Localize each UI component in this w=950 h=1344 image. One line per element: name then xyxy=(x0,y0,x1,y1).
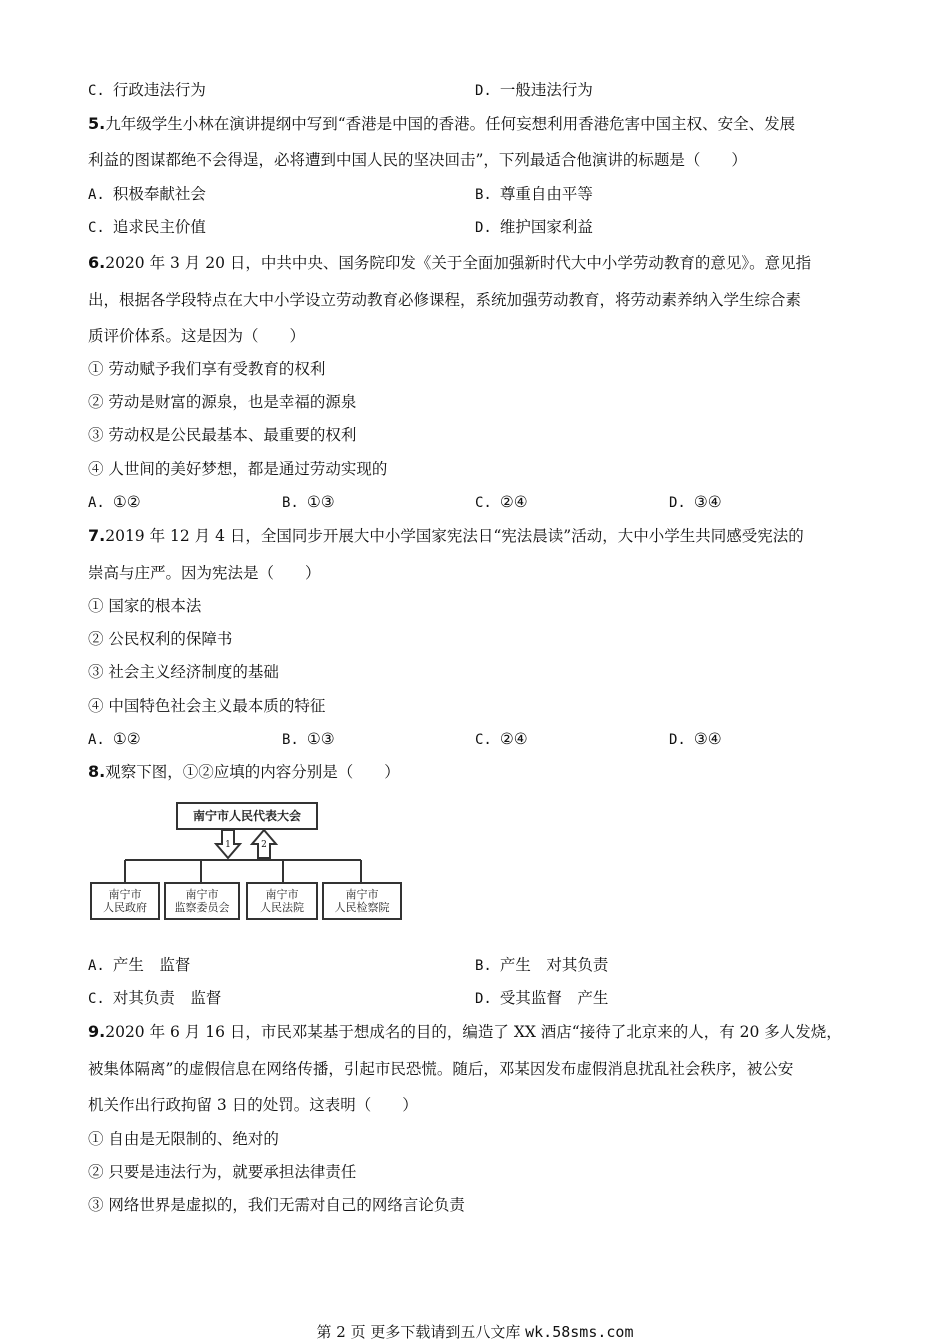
option-letter: C. xyxy=(88,220,105,236)
organization-diagram xyxy=(88,800,408,930)
q8-option-a xyxy=(88,955,190,976)
option-letter: A. xyxy=(88,187,105,203)
q6-option-c xyxy=(475,492,528,513)
option-letter: A. xyxy=(88,732,105,748)
q4-option-c xyxy=(88,80,206,101)
q9-statement-2: ② 只要是违法行为，就要承担法律责任 xyxy=(88,1163,357,1181)
option-text: 追求民主价值 xyxy=(112,218,206,236)
q7-option-d xyxy=(669,729,722,750)
q5-option-d xyxy=(475,217,593,238)
option-letter: C. xyxy=(475,732,492,748)
option-letter: B. xyxy=(282,495,299,511)
q7-option-a xyxy=(88,729,141,750)
option-text: ①③ xyxy=(306,493,335,511)
bottom-box-court: 南宁市 人民法院 xyxy=(246,882,318,920)
q5-option-b xyxy=(475,184,593,205)
option-text: ②④ xyxy=(499,730,528,748)
stem-text: 2019 年 12 月 4 日，全国同步开展大中小学国家宪法日“宪法晨读”活动，大中小学生共同感受宪法的 xyxy=(105,527,804,545)
page-footer xyxy=(0,1322,950,1342)
q7-statement-2: ② 公民权利的保障书 xyxy=(88,630,233,648)
q4-option-d xyxy=(475,80,593,101)
option-letter: B. xyxy=(282,732,299,748)
q6-option-d xyxy=(669,492,722,513)
option-text: ①② xyxy=(112,493,141,511)
q9-stem-line-2: 被集体隔离”的虚假信息在网络传播，引起市民恐慌。随后，邓某因发布虚假消息扰乱社会秩序，被公安 xyxy=(88,1060,794,1078)
q8-option-d xyxy=(475,988,608,1009)
option-letter: B. xyxy=(475,958,492,974)
q7-statement-3: ③ 社会主义经济制度的基础 xyxy=(88,663,279,681)
q6-statement-3: ③ 劳动权是公民最基本、最重要的权利 xyxy=(88,426,357,444)
q6-statement-1: ① 劳动赋予我们享有受教育的权利 xyxy=(88,360,326,378)
option-text: 对其负责 监督 xyxy=(112,989,222,1007)
q5-stem-line-1 xyxy=(88,114,795,134)
stem-text: 九年级学生小林在演讲提纲中写到“香港是中国的香港。任何妄想利用香港危害中国主权、安全、发展 xyxy=(105,115,796,133)
stem-text: 观察下图，①②应填的内容分别是（ ） xyxy=(105,763,400,781)
q7-stem-line-1 xyxy=(88,526,804,546)
q5-option-a xyxy=(88,184,206,205)
option-text: ②④ xyxy=(499,493,528,511)
q7-stem-line-2: 崇高与庄严。因为宪法是（ ） xyxy=(88,564,321,582)
q7-option-b xyxy=(282,729,335,750)
stem-text: 2020 年 3 月 20 日，中共中央、国务院印发《关于全面加强新时代大中小学劳动教育的意见》。意见指 xyxy=(105,254,812,272)
option-text: ③④ xyxy=(693,730,722,748)
q6-statement-4: ④ 人世间的美好梦想，都是通过劳动实现的 xyxy=(88,460,388,478)
arrow-label-2: 2 xyxy=(261,840,267,850)
bottom-box-supervision: 南宁市 监察委员会 xyxy=(164,882,240,920)
q6-stem-line-3: 质评价体系。这是因为（ ） xyxy=(88,327,306,345)
footer-text: 第 2 页 更多下载请到五八文库 xyxy=(316,1323,526,1341)
option-letter: D. xyxy=(475,991,492,1007)
option-text: 一般违法行为 xyxy=(499,81,593,99)
bottom-box-procuratorate: 南宁市 人民检察院 xyxy=(322,882,402,920)
arrow-label-1: 1 xyxy=(225,840,231,850)
q5-option-c xyxy=(88,217,206,238)
option-text: 产生 监督 xyxy=(112,956,191,974)
option-letter: D. xyxy=(669,495,686,511)
option-text: ③④ xyxy=(693,493,722,511)
option-letter: D. xyxy=(475,83,492,99)
option-letter: A. xyxy=(88,495,105,511)
option-text: ①② xyxy=(112,730,141,748)
option-letter: D. xyxy=(669,732,686,748)
q7-option-c xyxy=(475,729,528,750)
q8-option-c xyxy=(88,988,221,1009)
q6-option-b xyxy=(282,492,335,513)
top-box-congress: 南宁市人民代表大会 xyxy=(176,802,318,830)
option-letter: A. xyxy=(88,958,105,974)
q7-statement-1: ① 国家的根本法 xyxy=(88,597,202,615)
question-number: 7. xyxy=(88,526,106,545)
option-text: 维护国家利益 xyxy=(499,218,593,236)
footer-site-link[interactable]: wk.58sms.com xyxy=(525,1323,634,1341)
option-letter: C. xyxy=(475,495,492,511)
option-text: 尊重自由平等 xyxy=(499,185,593,203)
q8-option-b xyxy=(475,955,608,976)
question-number: 9. xyxy=(88,1022,106,1041)
q6-statement-2: ② 劳动是财富的源泉，也是幸福的源泉 xyxy=(88,393,357,411)
option-text: 受其监督 产生 xyxy=(499,989,609,1007)
question-number: 5. xyxy=(88,114,106,133)
option-text: 积极奉献社会 xyxy=(112,185,206,203)
option-letter: C. xyxy=(88,83,105,99)
q9-stem-line-3: 机关作出行政拘留 3 日的处罚。这表明（ ） xyxy=(88,1096,418,1114)
q6-stem-line-1 xyxy=(88,253,811,273)
q9-statement-3: ③ 网络世界是虚拟的，我们无需对自己的网络言论负责 xyxy=(88,1196,465,1214)
option-text: 产生 对其负责 xyxy=(499,956,609,974)
option-letter: C. xyxy=(88,991,105,1007)
question-number: 6. xyxy=(88,253,106,272)
q8-stem-line-1 xyxy=(88,762,400,782)
option-text: ①③ xyxy=(306,730,335,748)
bottom-box-government: 南宁市 人民政府 xyxy=(90,882,160,920)
q5-stem-line-2: 利益的图谋都绝不会得逞，必将遭到中国人民的坚决回击”，下列最适合他演讲的标题是（ ） xyxy=(88,151,747,169)
question-number: 8. xyxy=(88,762,106,781)
q6-option-a xyxy=(88,492,141,513)
q9-stem-line-1 xyxy=(88,1022,842,1042)
q6-stem-line-2: 出，根据各学段特点在大中小学设立劳动教育必修课程，系统加强劳动教育，将劳动素养纳入学生综合素 xyxy=(88,291,802,309)
stem-text: 2020 年 6 月 16 日，市民邓某基于想成名的目的，编造了 XX 酒店“接待了北京来的人，有 20 多人发烧， xyxy=(105,1023,842,1041)
q9-statement-1: ① 自由是无限制的、绝对的 xyxy=(88,1130,279,1148)
option-letter: B. xyxy=(475,187,492,203)
q7-statement-4: ④ 中国特色社会主义最本质的特征 xyxy=(88,697,326,715)
option-text: 行政违法行为 xyxy=(112,81,206,99)
option-letter: D. xyxy=(475,220,492,236)
